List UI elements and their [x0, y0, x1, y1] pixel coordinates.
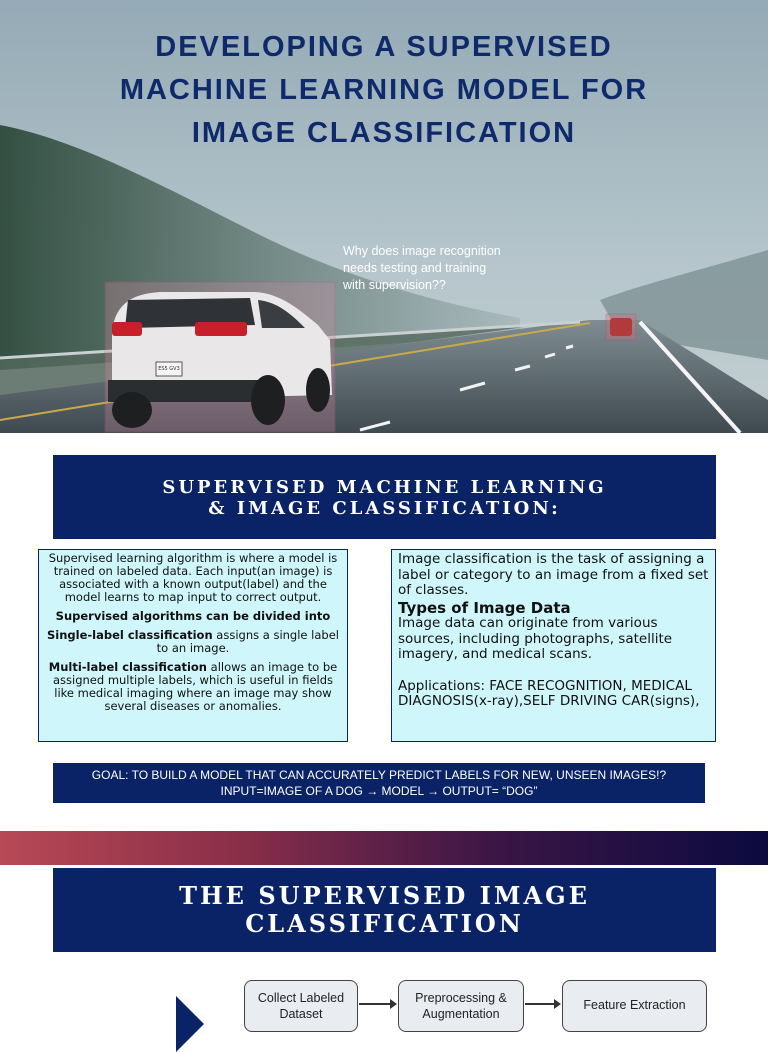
supervised-intro: Supervised learning algorithm is where a model is trained on labeled data. Each input(an image) is associated with a known output(label) and the model learns to map input to correct output.: [48, 551, 338, 604]
heading-line: THE SUPERVISED IMAGE: [179, 881, 590, 910]
title-line: MACHINE LEARNING MODEL FOR: [119, 74, 649, 106]
gradient-divider: [0, 831, 768, 865]
flow-start-arrow-icon: [176, 996, 204, 1052]
heading-line: CLASSIFICATION: [245, 909, 524, 938]
page-title: [0, 26, 768, 155]
distant-car: [610, 318, 632, 336]
single-label-term: Single-label classification: [47, 628, 213, 642]
flow-step-line: Augmentation: [422, 1007, 500, 1021]
goal-bar: [53, 763, 705, 803]
heading-line: SUPERVISED MACHINE LEARNING: [162, 477, 607, 498]
multi-label-text: allows an image to be assigned multiple labels, which is useful in fields like medical imaging where an image may show several diseases or anomalies.: [52, 660, 338, 713]
question-line: needs testing and training: [343, 261, 487, 275]
hero-image: [0, 0, 768, 433]
flow-step-preprocessing: [398, 980, 524, 1032]
supervised-learning-box: [38, 549, 348, 742]
divided-heading: Supervised algorithms can be divided into: [55, 609, 331, 623]
flow-step-line: Preprocessing &: [415, 991, 507, 1005]
title-line: DEVELOPING A SUPERVISED: [155, 31, 613, 63]
types-heading: Types of Image Data: [398, 598, 571, 617]
heading-line: & IMAGE CLASSIFICATION:: [208, 498, 561, 519]
multi-label-paragraph: [45, 661, 341, 713]
flow-arrow-icon: [359, 1003, 395, 1005]
title-line: IMAGE CLASSIFICATION: [191, 117, 577, 149]
image-classification-box: [391, 549, 716, 742]
goal-line: GOAL: TO BUILD A MODEL THAT CAN ACCURATELY PREDICT LABELS FOR NEW, UNSEEN IMAGES!?: [91, 768, 667, 782]
single-label-text: assigns a single label to an image.: [156, 628, 339, 655]
classification-intro: Image classification is the task of assigning a label or category to an image from a fixed set of classes.: [398, 551, 709, 598]
applications-text: Applications: FACE RECOGNITION, MEDICAL DIAGNOSIS(x-ray),SELF DRIVING CAR(signs),: [398, 677, 700, 709]
flow-step-collect-dataset: [244, 980, 358, 1032]
flow-arrow-icon: [525, 1003, 559, 1005]
car-plate: ES5 GV3: [158, 366, 180, 372]
types-text: Image data can originate from various sources, including photographs, satellite imagery, and medical scans.: [398, 615, 673, 662]
hero-question: [343, 243, 523, 294]
multi-label-term: Multi-label classification: [48, 660, 207, 674]
question-line: Why does image recognition: [343, 244, 501, 258]
section-heading-supervised-ml: [53, 455, 716, 539]
goal-example-line: INPUT=IMAGE OF A DOG → MODEL → OUTPUT= “DOG”: [220, 784, 538, 798]
section-heading-supervised-image-classification: [53, 868, 716, 952]
flow-step-line: Collect Labeled: [257, 991, 345, 1005]
flow-step-feature-extraction: [562, 980, 707, 1032]
flow-step-line: Dataset: [279, 1007, 323, 1021]
single-label-paragraph: [45, 629, 341, 655]
flow-step-line: Feature Extraction: [583, 998, 686, 1012]
question-line: with supervision??: [343, 278, 446, 292]
